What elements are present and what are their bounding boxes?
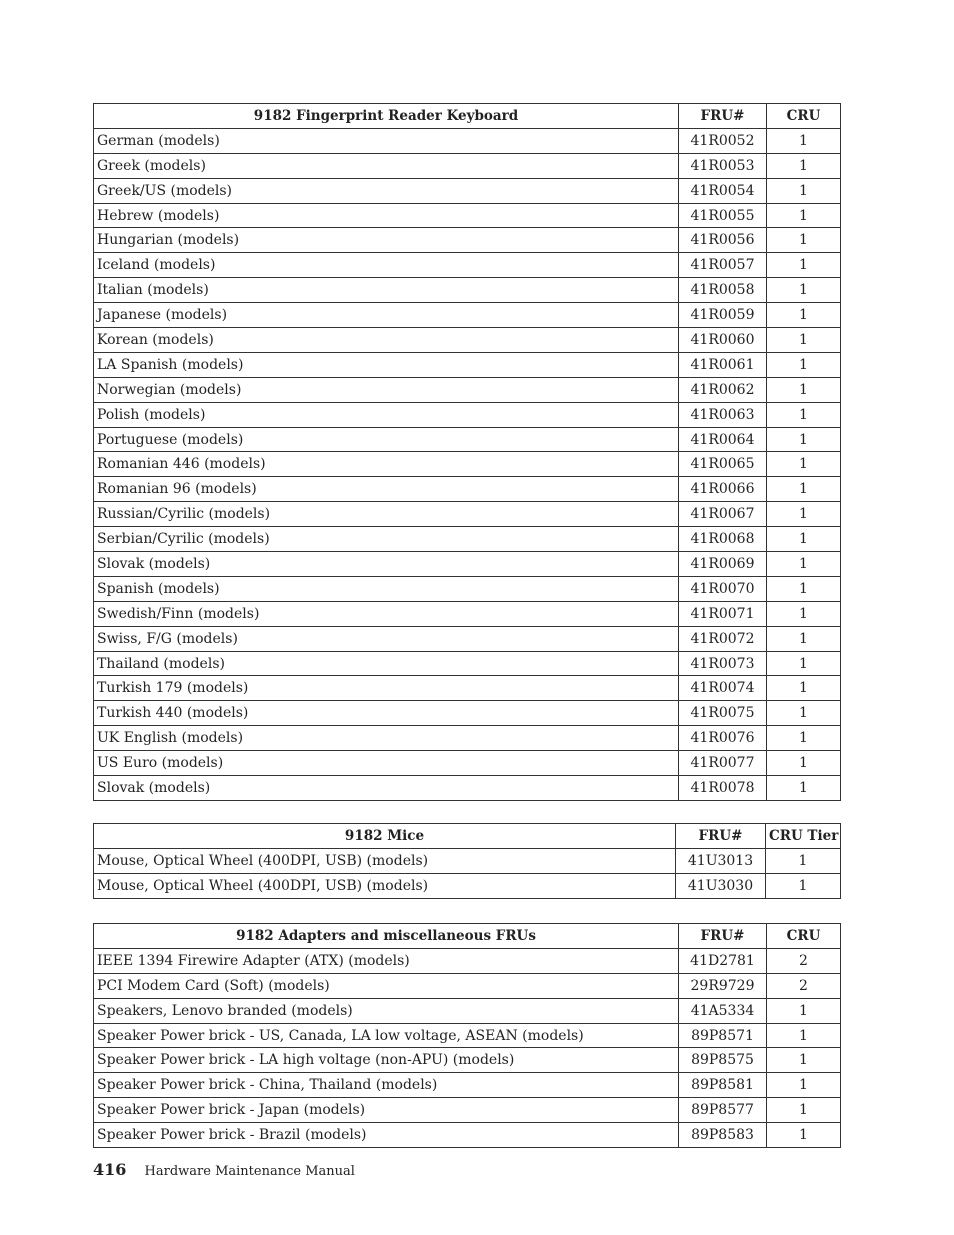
cell-cru: 1 <box>767 776 841 801</box>
cell-description: IEEE 1394 Firewire Adapter (ATX) (models) <box>94 948 679 973</box>
cell-fru-number: 41R0067 <box>679 502 767 527</box>
cell-cru: 1 <box>767 1073 841 1098</box>
table-row <box>94 676 841 701</box>
cell-fru-number: 41R0053 <box>679 153 767 178</box>
header-cru: CRU <box>767 924 841 949</box>
cell-fru-number: 89P8575 <box>679 1048 767 1073</box>
cell-cru: 1 <box>766 873 841 898</box>
cell-fru-number: 41R0065 <box>679 452 767 477</box>
table-row <box>94 848 841 873</box>
table-row <box>94 873 841 898</box>
cell-description: Slovak (models) <box>94 552 679 577</box>
manual-title: Hardware Maintenance Manual <box>144 1164 355 1179</box>
table-header-row <box>94 104 841 129</box>
cell-cru: 1 <box>767 303 841 328</box>
mice-table <box>93 823 841 899</box>
cell-cru: 1 <box>767 427 841 452</box>
cell-description: Russian/Cyrilic (models) <box>94 502 679 527</box>
cell-description: Greek/US (models) <box>94 178 679 203</box>
table-row <box>94 1073 841 1098</box>
cell-cru: 1 <box>767 651 841 676</box>
cell-fru-number: 41R0054 <box>679 178 767 203</box>
cell-description: Hungarian (models) <box>94 228 679 253</box>
cell-fru-number: 41R0069 <box>679 552 767 577</box>
cell-description: Mouse, Optical Wheel (400DPI, USB) (models) <box>94 848 676 873</box>
table-row <box>94 502 841 527</box>
table-row <box>94 402 841 427</box>
cell-description: Swiss, F/G (models) <box>94 626 679 651</box>
cell-cru: 1 <box>767 527 841 552</box>
cell-description: Speaker Power brick - Japan (models) <box>94 1098 679 1123</box>
cell-fru-number: 41R0076 <box>679 726 767 751</box>
cell-cru: 1 <box>767 576 841 601</box>
cell-fru-number: 41R0064 <box>679 427 767 452</box>
cell-fru-number: 41A5334 <box>679 998 767 1023</box>
table-row <box>94 701 841 726</box>
cell-cru: 1 <box>767 203 841 228</box>
cell-fru-number: 41R0058 <box>679 278 767 303</box>
cell-fru-number: 41R0078 <box>679 776 767 801</box>
table-row <box>94 1023 841 1048</box>
table-row <box>94 452 841 477</box>
table-row <box>94 948 841 973</box>
cell-cru: 1 <box>767 676 841 701</box>
cell-description: Thailand (models) <box>94 651 679 676</box>
cell-cru: 1 <box>767 253 841 278</box>
table-header-row <box>94 824 841 849</box>
cell-description: Swedish/Finn (models) <box>94 601 679 626</box>
cell-fru-number: 89P8571 <box>679 1023 767 1048</box>
header-description: 9182 Fingerprint Reader Keyboard <box>94 104 679 129</box>
table-row <box>94 377 841 402</box>
cell-cru: 1 <box>767 477 841 502</box>
cell-cru: 1 <box>767 1098 841 1123</box>
cell-description: Portuguese (models) <box>94 427 679 452</box>
cell-description: Speaker Power brick - LA high voltage (non-APU) (models) <box>94 1048 679 1073</box>
cell-fru-number: 41R0075 <box>679 701 767 726</box>
page-number: 416 <box>93 1160 127 1179</box>
header-fru: FRU# <box>679 924 767 949</box>
cell-description: Speaker Power brick - China, Thailand (models) <box>94 1073 679 1098</box>
table-row <box>94 178 841 203</box>
cell-cru: 1 <box>767 377 841 402</box>
cell-fru-number: 29R9729 <box>679 973 767 998</box>
cell-fru-number: 89P8577 <box>679 1098 767 1123</box>
table-row <box>94 278 841 303</box>
table-row <box>94 998 841 1023</box>
cell-cru: 1 <box>767 352 841 377</box>
cell-cru: 1 <box>766 848 841 873</box>
table-row <box>94 601 841 626</box>
table-row <box>94 253 841 278</box>
table-header-row <box>94 924 841 949</box>
cell-cru: 1 <box>767 726 841 751</box>
cell-fru-number: 89P8581 <box>679 1073 767 1098</box>
cell-cru: 1 <box>767 552 841 577</box>
cell-description: Slovak (models) <box>94 776 679 801</box>
header-cru: CRU Tier <box>766 824 841 849</box>
cell-cru: 1 <box>767 228 841 253</box>
table-row <box>94 626 841 651</box>
cell-cru: 1 <box>767 278 841 303</box>
cell-fru-number: 41R0056 <box>679 228 767 253</box>
cell-description: Turkish 440 (models) <box>94 701 679 726</box>
table-row <box>94 477 841 502</box>
table-row <box>94 726 841 751</box>
table-row <box>94 427 841 452</box>
cell-cru: 2 <box>767 948 841 973</box>
table-row <box>94 303 841 328</box>
cell-cru: 1 <box>767 626 841 651</box>
cell-cru: 1 <box>767 751 841 776</box>
cell-cru: 1 <box>767 1048 841 1073</box>
cell-cru: 1 <box>767 452 841 477</box>
table-row <box>94 1123 841 1148</box>
cell-description: Polish (models) <box>94 402 679 427</box>
cell-fru-number: 41U3013 <box>676 848 766 873</box>
cell-description: Spanish (models) <box>94 576 679 601</box>
cell-fru-number: 41D2781 <box>679 948 767 973</box>
cell-cru: 1 <box>767 402 841 427</box>
table-row <box>94 352 841 377</box>
cell-fru-number: 41R0059 <box>679 303 767 328</box>
cell-cru: 1 <box>767 1023 841 1048</box>
cell-fru-number: 41R0063 <box>679 402 767 427</box>
table-row <box>94 576 841 601</box>
table-row <box>94 1098 841 1123</box>
cell-cru: 1 <box>767 153 841 178</box>
cell-description: Serbian/Cyrilic (models) <box>94 527 679 552</box>
cell-fru-number: 89P8583 <box>679 1123 767 1148</box>
cell-description: Romanian 96 (models) <box>94 477 679 502</box>
cell-cru: 1 <box>767 502 841 527</box>
cell-fru-number: 41R0055 <box>679 203 767 228</box>
table-row <box>94 552 841 577</box>
cell-fru-number: 41R0077 <box>679 751 767 776</box>
cell-cru: 1 <box>767 998 841 1023</box>
cell-description: US Euro (models) <box>94 751 679 776</box>
cell-description: Speaker Power brick - US, Canada, LA low voltage, ASEAN (models) <box>94 1023 679 1048</box>
cell-fru-number: 41R0071 <box>679 601 767 626</box>
table-row <box>94 527 841 552</box>
cell-cru: 1 <box>767 128 841 153</box>
cell-description: Norwegian (models) <box>94 377 679 402</box>
cell-cru: 2 <box>767 973 841 998</box>
header-cru: CRU <box>767 104 841 129</box>
cell-fru-number: 41R0072 <box>679 626 767 651</box>
header-fru: FRU# <box>676 824 766 849</box>
cell-fru-number: 41U3030 <box>676 873 766 898</box>
table-row <box>94 228 841 253</box>
cell-description: Speakers, Lenovo branded (models) <box>94 998 679 1023</box>
table-row <box>94 751 841 776</box>
table-row <box>94 153 841 178</box>
cell-description: Turkish 179 (models) <box>94 676 679 701</box>
cell-cru: 1 <box>767 601 841 626</box>
cell-description: Japanese (models) <box>94 303 679 328</box>
fingerprint-keyboard-table <box>93 103 841 801</box>
table-row <box>94 776 841 801</box>
cell-description: Italian (models) <box>94 278 679 303</box>
header-description: 9182 Mice <box>94 824 676 849</box>
cell-description: Mouse, Optical Wheel (400DPI, USB) (models) <box>94 873 676 898</box>
cell-cru: 1 <box>767 701 841 726</box>
header-fru: FRU# <box>679 104 767 129</box>
cell-description: UK English (models) <box>94 726 679 751</box>
cell-fru-number: 41R0068 <box>679 527 767 552</box>
cell-description: Korean (models) <box>94 328 679 353</box>
header-description: 9182 Adapters and miscellaneous FRUs <box>94 924 679 949</box>
cell-fru-number: 41R0060 <box>679 328 767 353</box>
cell-description: Iceland (models) <box>94 253 679 278</box>
page-footer <box>93 1160 355 1179</box>
cell-fru-number: 41R0062 <box>679 377 767 402</box>
cell-fru-number: 41R0073 <box>679 651 767 676</box>
table-row <box>94 1048 841 1073</box>
table-row <box>94 128 841 153</box>
table-row <box>94 203 841 228</box>
cell-description: German (models) <box>94 128 679 153</box>
cell-fru-number: 41R0057 <box>679 253 767 278</box>
table-row <box>94 651 841 676</box>
cell-fru-number: 41R0070 <box>679 576 767 601</box>
cell-description: Romanian 446 (models) <box>94 452 679 477</box>
cell-fru-number: 41R0066 <box>679 477 767 502</box>
cell-cru: 1 <box>767 328 841 353</box>
adapters-misc-table <box>93 923 841 1148</box>
cell-description: PCI Modem Card (Soft) (models) <box>94 973 679 998</box>
cell-description: Hebrew (models) <box>94 203 679 228</box>
table-row <box>94 328 841 353</box>
table-row <box>94 973 841 998</box>
cell-description: Greek (models) <box>94 153 679 178</box>
cell-fru-number: 41R0061 <box>679 352 767 377</box>
cell-fru-number: 41R0052 <box>679 128 767 153</box>
cell-cru: 1 <box>767 1123 841 1148</box>
cell-cru: 1 <box>767 178 841 203</box>
cell-fru-number: 41R0074 <box>679 676 767 701</box>
cell-description: LA Spanish (models) <box>94 352 679 377</box>
cell-description: Speaker Power brick - Brazil (models) <box>94 1123 679 1148</box>
